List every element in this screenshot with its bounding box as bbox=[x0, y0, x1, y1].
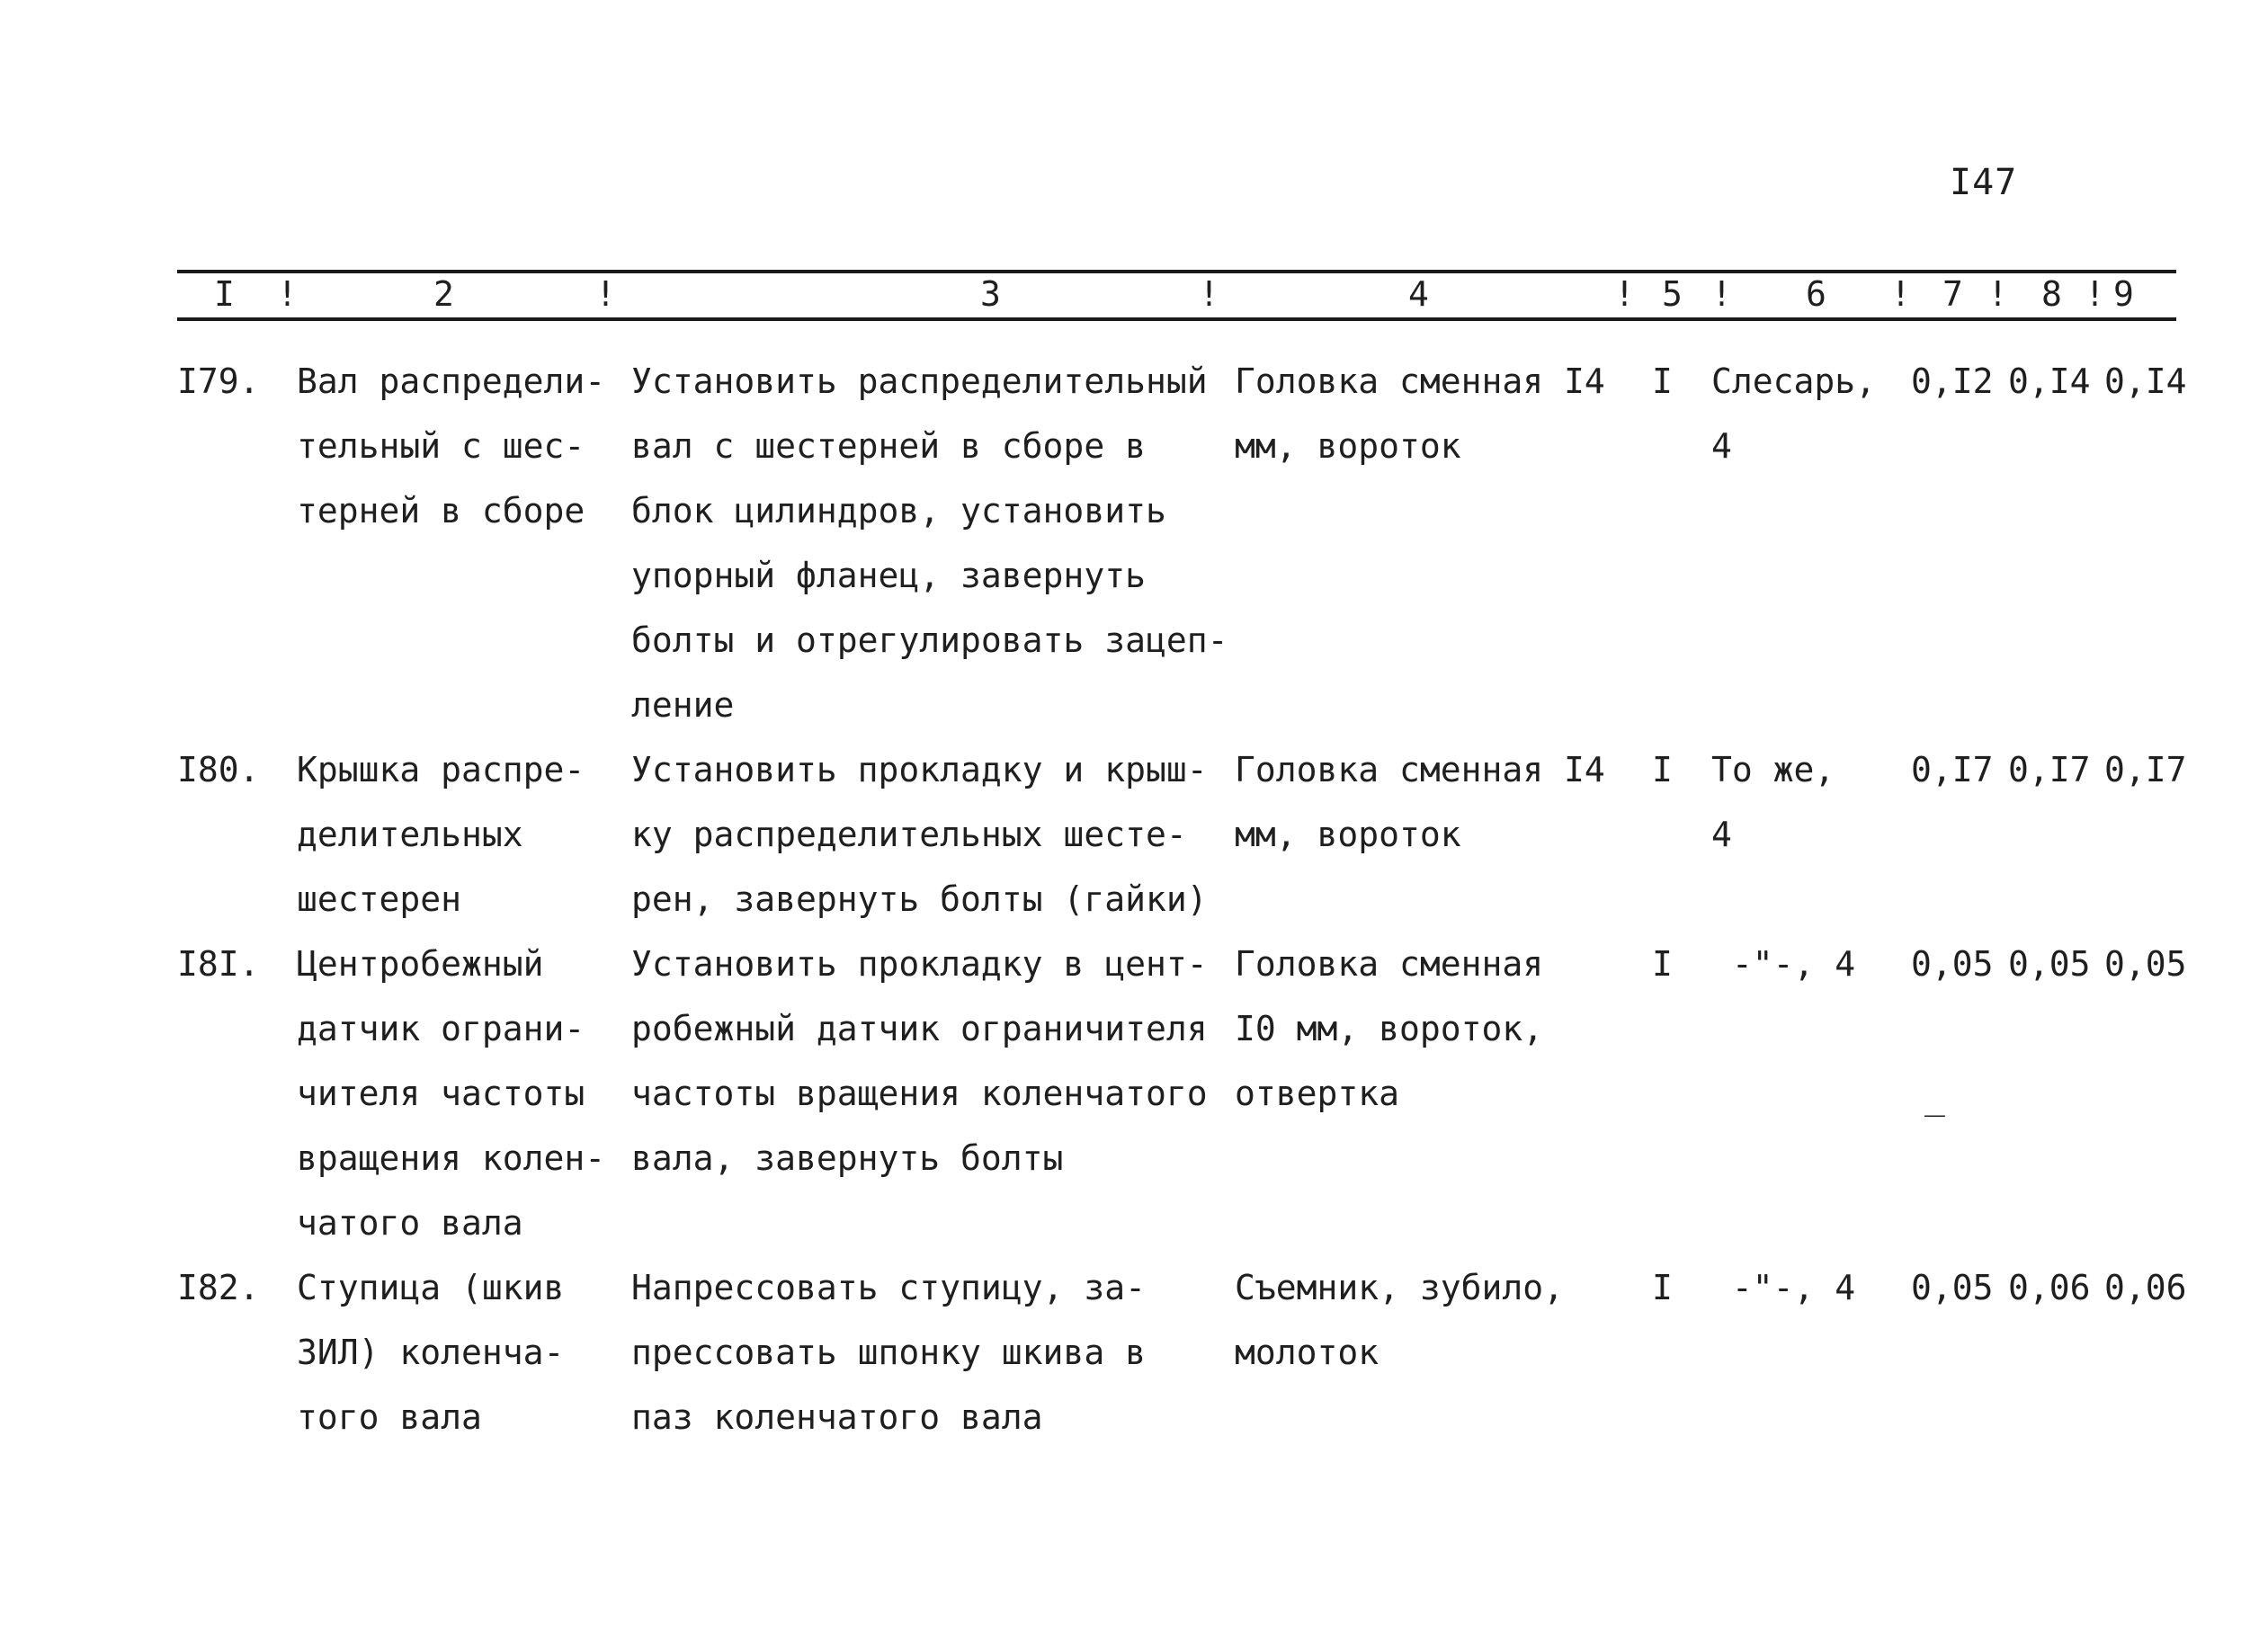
operation-text: Установить распределительный вал с шестерней в сборе в блок цилиндров, установить упорный фланец, завернуть болты и отрегулировать зацеп- ление bbox=[631, 361, 1228, 725]
header-col-9: 9 bbox=[2113, 274, 2134, 314]
header-col-5: 5 bbox=[1662, 274, 1683, 314]
tools-text: Съемник, зубило, молоток bbox=[1235, 1268, 1565, 1372]
tools-text: Головка сменная I4 мм, вороток bbox=[1235, 750, 1605, 854]
tools-text: Головка сменная I4 мм, вороток bbox=[1235, 361, 1605, 466]
stray-mark: _ bbox=[1924, 1077, 1945, 1117]
header-separator: ! bbox=[595, 274, 616, 314]
operation-text: Напрессовать ступицу, за- прессовать шпонку шкива в паз коленчатого вала bbox=[631, 1268, 1146, 1437]
row-number: I80. bbox=[177, 750, 260, 789]
header-col-1: I bbox=[214, 274, 235, 314]
header-separator: ! bbox=[1890, 274, 1911, 314]
value-col-8: 0,I4 bbox=[2008, 361, 2091, 401]
part-name: Крышка распре- делительных шестерен bbox=[297, 750, 585, 919]
row-number: I82. bbox=[177, 1268, 260, 1307]
value-col-8: 0,I7 bbox=[2008, 750, 2091, 789]
worker-grade: -"-, 4 bbox=[1711, 1268, 1856, 1307]
worker-grade: -"-, 4 bbox=[1711, 944, 1856, 984]
quantity: I bbox=[1652, 944, 1673, 984]
header-separator: ! bbox=[1711, 274, 1732, 314]
quantity: I bbox=[1652, 361, 1673, 401]
part-name: Вал распредели- тельный с шес- терней в сборе bbox=[297, 361, 606, 531]
row-number: I8I. bbox=[177, 944, 260, 984]
page-number: I47 bbox=[1950, 162, 2018, 203]
operation-text: Установить прокладку и крыш- ку распределительных шесте- рен, завернуть болты (гайки) bbox=[631, 750, 1208, 919]
header-separator: ! bbox=[1614, 274, 1635, 314]
value-col-9: 0,05 bbox=[2104, 944, 2187, 984]
row-number: I79. bbox=[177, 361, 260, 401]
operation-text: Установить прокладку в цент- робежный датчик ограничителя частоты вращения коленчатого вала, завернуть болты bbox=[631, 944, 1208, 1178]
header-col-8: 8 bbox=[2041, 274, 2062, 314]
value-col-9: 0,06 bbox=[2104, 1268, 2187, 1307]
quantity: I bbox=[1652, 750, 1673, 789]
header-col-6: 6 bbox=[1806, 274, 1826, 314]
value-col-7: 0,I2 bbox=[1911, 361, 1994, 401]
header-separator: ! bbox=[277, 274, 298, 314]
table-top-rule bbox=[177, 270, 2176, 273]
header-col-4: 4 bbox=[1408, 274, 1429, 314]
worker-grade: Слесарь, 4 bbox=[1711, 361, 1877, 466]
tools-text: Головка сменная I0 мм, вороток, отвертка bbox=[1235, 944, 1544, 1113]
header-col-2: 2 bbox=[433, 274, 454, 314]
worker-grade: То же, 4 bbox=[1711, 750, 1835, 854]
part-name: Ступица (шкив ЗИЛ) коленча- того вала bbox=[297, 1268, 565, 1437]
header-col-3: 3 bbox=[980, 274, 1001, 314]
header-separator: ! bbox=[1987, 274, 2008, 314]
table-header-bottom-rule bbox=[177, 317, 2176, 321]
value-col-9: 0,I4 bbox=[2104, 361, 2187, 401]
quantity: I bbox=[1652, 1268, 1673, 1307]
value-col-8: 0,06 bbox=[2008, 1268, 2091, 1307]
value-col-7: 0,05 bbox=[1911, 1268, 1994, 1307]
value-col-7: 0,I7 bbox=[1911, 750, 1994, 789]
value-col-8: 0,05 bbox=[2008, 944, 2091, 984]
value-col-9: 0,I7 bbox=[2104, 750, 2187, 789]
value-col-7: 0,05 bbox=[1911, 944, 1994, 984]
header-col-7: 7 bbox=[1942, 274, 1963, 314]
header-separator: ! bbox=[1199, 274, 1219, 314]
header-separator: ! bbox=[2085, 274, 2105, 314]
part-name: Центробежный датчик ограни- чителя частоты вращения колен- чатого вала bbox=[297, 944, 606, 1243]
